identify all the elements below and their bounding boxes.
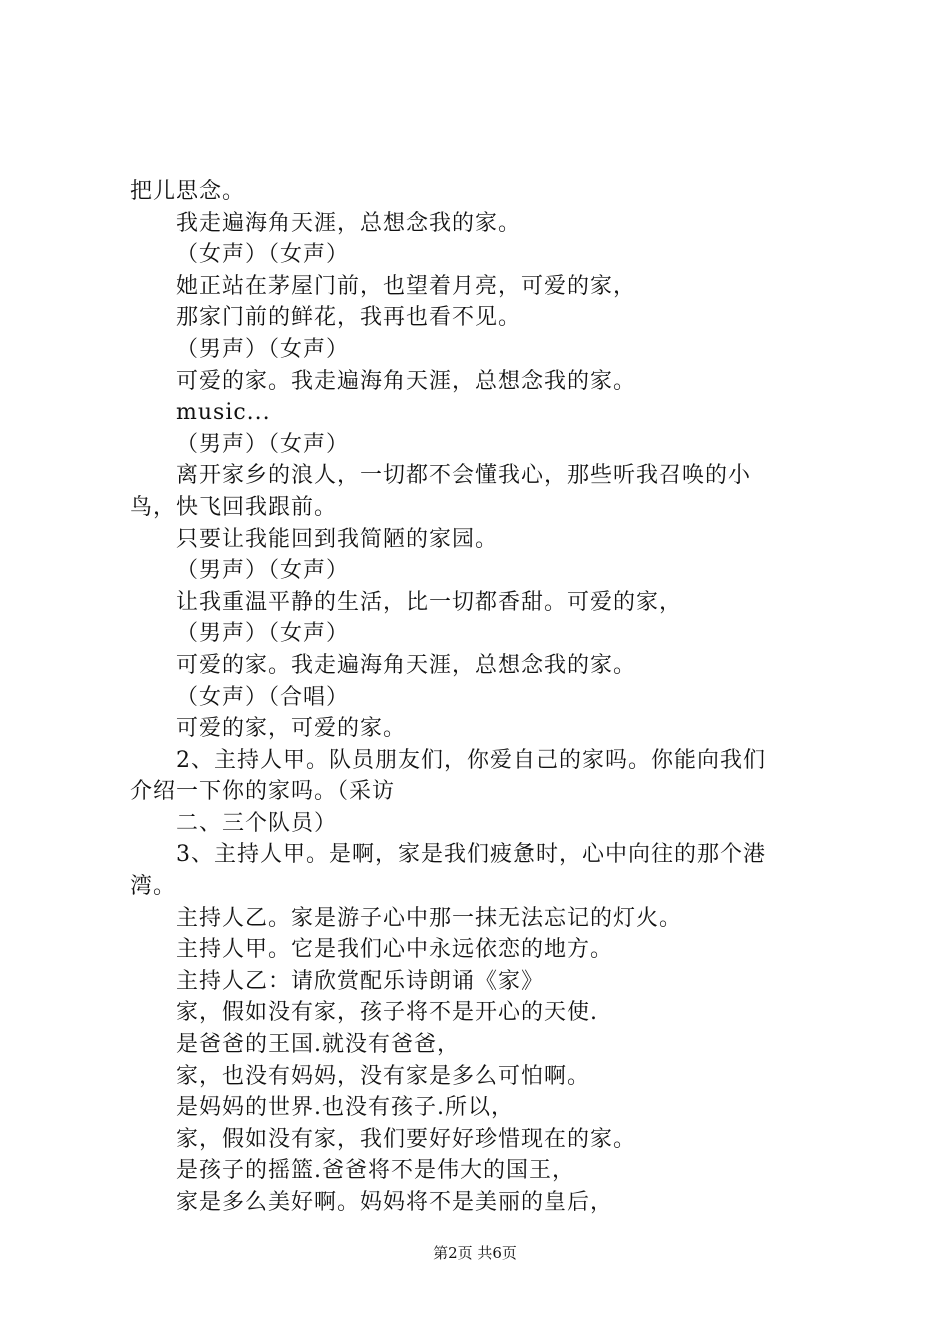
text-line: 二、三个队员） <box>176 810 338 836</box>
text-line: 湾。 <box>130 874 177 900</box>
text-line: （男声）（女声） <box>176 558 350 584</box>
text-line: 让我重温平静的生活，比一切都香甜。可爱的家， <box>176 589 683 615</box>
text-line: （女声）（合唱） <box>176 684 350 710</box>
text-line: 2、主持人甲。队员朋友们，你爱自己的家吗。你能向我们 <box>176 747 766 773</box>
text-line: （男声）（女声） <box>176 621 350 647</box>
text-line: 主持人甲。它是我们心中永远依恋的地方。 <box>176 937 614 963</box>
text-line: music... <box>176 400 271 426</box>
text-line: 可爱的家。我走遍海角天涯，总想念我的家。 <box>176 652 637 678</box>
text-line: 把儿思念。 <box>130 179 246 204</box>
text-line: （女声）（女声） <box>176 242 350 268</box>
text-line: 离开家乡的浪人，一切都不会懂我心，那些听我召唤的小 <box>176 463 752 489</box>
text-line: 家，假如没有家，孩子将不是开心的天使. <box>176 1000 598 1026</box>
text-line: 3、主持人甲。是啊，家是我们疲惫时，心中向往的那个港 <box>176 842 766 868</box>
text-line: 只要让我能回到我简陋的家园。 <box>176 526 499 552</box>
text-line: （男声）（女声） <box>176 336 350 362</box>
text-line: 可爱的家。我走遍海角天涯，总想念我的家。 <box>176 368 637 394</box>
text-line: 家，假如没有家，我们要好好珍惜现在的家。 <box>176 1126 637 1152</box>
text-line: 那家门前的鲜花，我再也看不见。 <box>176 305 522 331</box>
text-line: 是妈妈的世界.也没有孩子.所以， <box>176 1095 514 1121</box>
text-line: 是孩子的摇篮.爸爸将不是伟大的国王， <box>176 1158 575 1184</box>
text-line: 是爸爸的王国.就没有爸爸， <box>176 1032 460 1058</box>
text-line: 主持人乙：请欣赏配乐诗朗诵《家》 <box>176 968 545 994</box>
text-line: 主持人乙。家是游子心中那一抹无法忘记的灯火。 <box>176 905 683 931</box>
text-line: 介绍一下你的家吗。（采访 <box>130 779 396 805</box>
text-line: 家，也没有妈妈，没有家是多么可怕啊。 <box>176 1063 591 1089</box>
text-line: 她正站在茅屋门前，也望着月亮，可爱的家， <box>176 273 637 299</box>
text-line: 可爱的家，可爱的家。 <box>176 716 407 742</box>
text-line: 我走遍海角天涯，总想念我的家。 <box>176 210 522 236</box>
text-line: 鸟，快飞回我跟前。 <box>130 494 338 520</box>
page-body <box>130 176 835 1219</box>
text-line: 家是多么美好啊。妈妈将不是美丽的皇后， <box>176 1190 614 1215</box>
page-footer: 第2页 共6页 <box>433 1244 517 1262</box>
text-line: （男声）（女声） <box>176 431 350 457</box>
